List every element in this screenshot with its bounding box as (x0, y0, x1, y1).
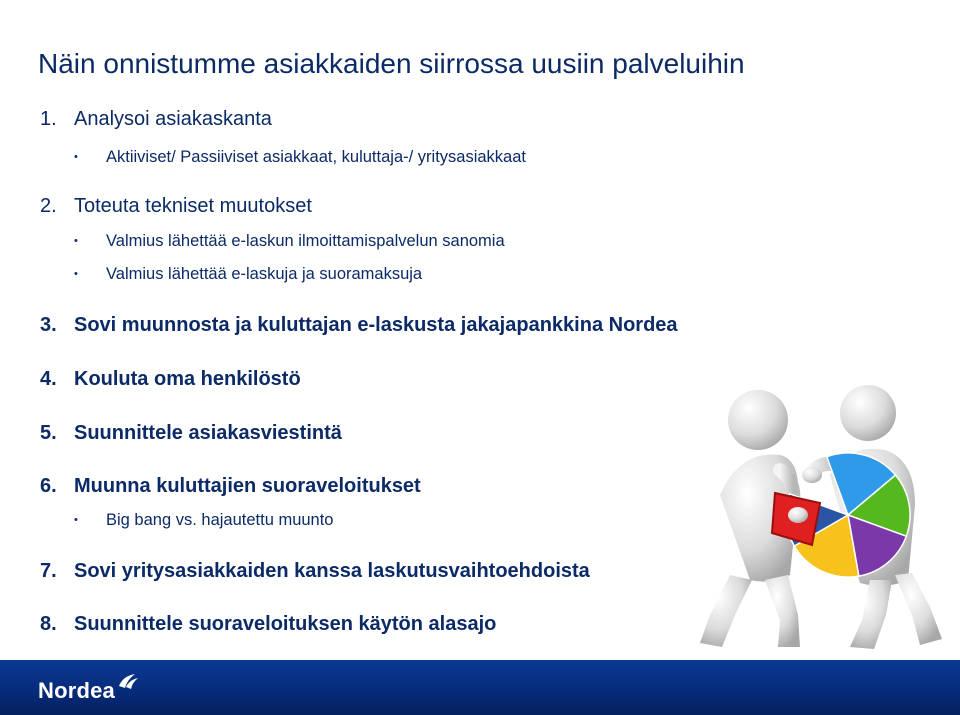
agenda-item-text: Sovi muunnosta ja kuluttajan e-laskusta jakajapankkina Nordea (74, 314, 678, 336)
agenda-subitem (74, 229, 505, 253)
bullet-icon: • (74, 514, 78, 526)
agenda-item-number: 7. (40, 560, 57, 582)
footer-bar (0, 660, 960, 715)
agenda-item (40, 311, 678, 339)
bullet-icon: • (74, 268, 78, 280)
agenda-item (40, 557, 590, 585)
agenda-item-number: 8. (40, 613, 57, 635)
agenda-item-text: Big bang vs. hajautettu muunto (106, 511, 334, 529)
agenda-item-text: Suunnittele asiakasviestintä (74, 422, 342, 444)
slide-title: Näin onnistumme asiakkaiden siirrossa uusiin palveluihin (38, 48, 745, 79)
agenda-item-text: Valmius lähettää e-laskuja ja suoramaksuja (106, 265, 423, 283)
agenda-item-text: Analysoi asiakaskanta (74, 108, 272, 130)
agenda-item-text: Valmius lähettää e-laskun ilmoittamispalvelun sanomia (106, 232, 505, 250)
agenda-subitem (74, 262, 422, 286)
agenda-item (40, 610, 496, 638)
agenda-item-text: Aktiiviset/ Passiiviset asiakkaat, kuluttaja-/ yritysasiakkaat (106, 148, 526, 166)
nordea-logo-text: Nordea (38, 678, 115, 703)
bullet-icon: • (74, 151, 78, 163)
agenda-item-number: 6. (40, 475, 57, 497)
pie-chart-people-illustration (680, 375, 960, 660)
agenda-item (40, 419, 342, 447)
agenda-item-text: Toteuta tekniset muutokset (74, 195, 312, 217)
agenda-subitem (74, 145, 526, 169)
agenda-item-number: 2. (40, 195, 57, 217)
agenda-item (40, 192, 312, 220)
agenda-item-text: Muunna kuluttajien suoraveloitukset (74, 475, 421, 497)
agenda-item (40, 472, 421, 500)
agenda-item-text: Suunnittele suoraveloituksen käytön alasajo (74, 613, 497, 635)
bullet-icon: • (74, 235, 78, 247)
agenda-item-number: 5. (40, 422, 57, 444)
agenda-item (40, 105, 272, 133)
agenda-item-text: Sovi yritysasiakkaiden kanssa laskutusvaihtoehdoista (74, 560, 590, 582)
nordea-logo-mark-icon (117, 672, 139, 690)
agenda-subitem (74, 508, 334, 532)
agenda-item-number: 1. (40, 108, 57, 130)
agenda-item-text: Kouluta oma henkilöstö (74, 368, 301, 390)
agenda-item-number: 3. (40, 314, 57, 336)
agenda-item (40, 365, 301, 393)
agenda-item-number: 4. (40, 368, 57, 390)
